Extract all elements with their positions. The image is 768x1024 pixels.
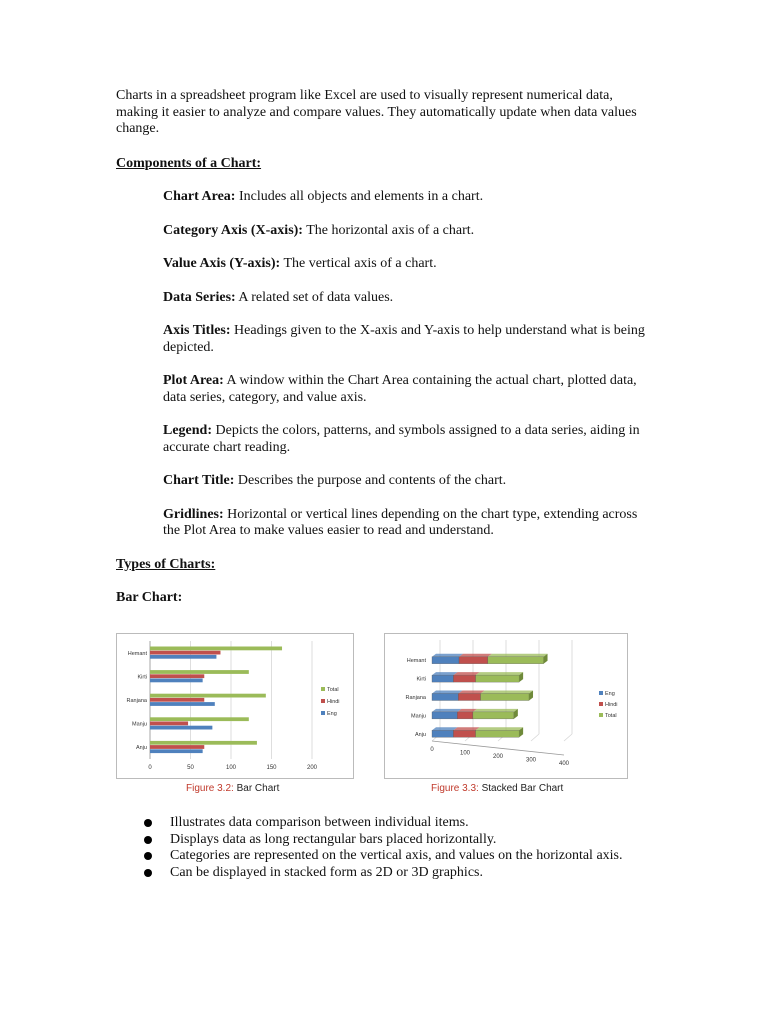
bar-chart-heading: Bar Chart: [116, 590, 183, 605]
bar-segment [432, 694, 458, 701]
bar-top [432, 672, 457, 675]
list-item: Illustrates data comparison between individual items. [116, 815, 656, 832]
bullet-icon [144, 836, 152, 844]
intro-paragraph: Charts in a spreadsheet program like Excel are used to visually represent numerical data, making it easier to analyze and compare values. They automatically update when data values change. [116, 88, 637, 136]
x-tick-label: 0 [430, 747, 434, 753]
legend-swatch [599, 713, 603, 717]
bar [150, 655, 216, 659]
category-label: Ranjana [405, 695, 426, 701]
legend-swatch [599, 691, 603, 695]
bar-segment [459, 657, 488, 664]
component-desc: Describes the purpose and contents of the chart. [234, 473, 507, 488]
bar-top [453, 727, 479, 730]
component-desc: Headings given to the X-axis and Y-axis to help understand what is being depicted. [163, 323, 645, 355]
category-label: Ranjana [126, 698, 147, 704]
x-tick-label: 300 [525, 757, 537, 764]
bar-top [432, 654, 463, 657]
component-term: Chart Title: [163, 473, 235, 488]
component-item [163, 423, 656, 456]
component-desc: The vertical axis of a chart. [280, 256, 437, 271]
bar [150, 647, 282, 651]
category-label: Anju [414, 731, 426, 738]
component-term: Axis Titles: [163, 323, 231, 338]
component-item [163, 256, 656, 273]
figure-title: Stacked Bar Chart [478, 783, 564, 794]
component-term: Chart Area: [163, 189, 236, 204]
legend-swatch [321, 711, 325, 715]
legend-label: Eng [605, 691, 615, 697]
bar-segment [476, 675, 520, 682]
component-item [163, 323, 656, 356]
bar [150, 679, 203, 683]
component-term: Plot Area: [163, 373, 224, 388]
bar-segment [457, 712, 473, 719]
types-heading: Types of Charts: [116, 556, 216, 572]
bar [150, 670, 249, 674]
figure-stacked-bar-chart [384, 633, 628, 779]
component-term: Legend: [163, 423, 212, 438]
components-list [116, 189, 656, 540]
bullet-icon [144, 852, 152, 860]
bar-chart-bullets [116, 815, 656, 881]
component-item [163, 373, 656, 406]
bar [150, 726, 212, 730]
components-heading: Components of a Chart: [116, 155, 262, 171]
category-label: Hemant [406, 658, 426, 665]
category-label: Manju [132, 721, 147, 728]
x-tick-label: 200 [492, 754, 504, 760]
bar [150, 749, 203, 753]
component-desc: A related set of data values. [235, 289, 394, 305]
legend-label: Hindi [327, 699, 340, 705]
component-term: Data Series: [163, 289, 236, 305]
bar [150, 722, 188, 726]
bar-segment [432, 675, 453, 682]
bar-segment [453, 675, 475, 682]
list-item: Displays data as long rectangular bars placed horizontally. [116, 832, 656, 849]
list-item: Can be displayed in stacked form as 2D or 3D graphics. [116, 865, 656, 882]
figure-number: Figure 3.2: [186, 783, 234, 794]
bar-segment [453, 730, 475, 737]
bar [150, 698, 204, 702]
figures-row [116, 633, 628, 803]
legend-swatch [321, 699, 325, 703]
bar [150, 674, 204, 678]
component-item [163, 290, 656, 307]
figure-bar-chart [116, 633, 354, 779]
legend-label: Total [327, 687, 339, 693]
bar-top [476, 672, 524, 675]
bar-top [458, 691, 484, 694]
bar-top [459, 654, 492, 657]
component-term: Gridlines: [163, 506, 224, 522]
component-term: Category Axis (X-axis): [163, 222, 303, 238]
bar [150, 651, 220, 655]
component-item [163, 507, 656, 540]
category-label: Kirti [137, 674, 147, 681]
bar-top [481, 691, 534, 694]
x-tick-label: 0 [148, 765, 152, 771]
bar-top [432, 727, 457, 730]
bar [150, 745, 204, 749]
x-tick-label: 100 [459, 750, 471, 757]
bar-segment [458, 694, 480, 701]
figure-caption [186, 783, 279, 794]
legend-swatch [599, 702, 603, 706]
bar-segment [432, 657, 459, 664]
component-item [163, 189, 656, 206]
component-desc: A window within the Chart Area containing the actual chart, plotted data, data series, category, and value axis. [163, 373, 637, 405]
bar-top [432, 691, 462, 694]
bar [150, 702, 215, 706]
bar-segment [488, 657, 544, 664]
legend-label: Hindi [605, 702, 618, 708]
x-tick-label: 100 [225, 765, 237, 771]
component-item [163, 223, 656, 240]
bar-segment [481, 694, 530, 701]
bar-chart [116, 633, 354, 779]
bar-top [453, 672, 479, 675]
category-label: Kirti [416, 676, 426, 683]
component-desc: Includes all objects and elements in a chart. [235, 189, 484, 204]
bar [150, 717, 249, 721]
list-item: Categories are represented on the vertical axis, and values on the horizontal axis. [116, 848, 656, 865]
x-tick-label: 50 [187, 765, 194, 771]
bar-top [488, 654, 548, 657]
bullet-icon [144, 819, 152, 827]
bar [150, 741, 257, 745]
bar-top [432, 709, 461, 712]
legend-swatch [321, 687, 325, 691]
component-desc: The horizontal axis of a chart. [302, 222, 475, 238]
component-term: Value Axis (Y-axis): [163, 256, 281, 271]
component-desc: Depicts the colors, patterns, and symbols assigned to a data series, aiding in accurate chart reading. [163, 423, 640, 455]
bar-top [473, 709, 518, 712]
x-tick-label: 200 [306, 765, 318, 771]
bar [150, 694, 266, 698]
category-label: Hemant [127, 650, 147, 657]
figure-number: Figure 3.3: [431, 783, 479, 794]
bullet-icon [144, 869, 152, 877]
legend-label: Total [605, 713, 617, 719]
figure-caption [431, 783, 563, 794]
stacked-bar-chart [384, 633, 628, 779]
x-tick-label: 400 [558, 761, 570, 767]
component-item [163, 473, 656, 490]
document-body [116, 88, 656, 624]
bar-segment [473, 712, 514, 719]
bar-segment [476, 730, 520, 737]
bar-segment [432, 712, 457, 719]
category-label: Manju [411, 713, 426, 720]
legend-label: Eng [327, 711, 337, 717]
x-tick-label: 150 [266, 765, 277, 771]
component-desc: Horizontal or vertical lines depending on the chart type, extending across the Plot Area to make values easier to read and understand. [163, 506, 638, 538]
bar-segment [432, 730, 453, 737]
category-label: Anju [135, 745, 147, 752]
bar-top [476, 727, 524, 730]
figure-title: Bar Chart [233, 783, 280, 794]
